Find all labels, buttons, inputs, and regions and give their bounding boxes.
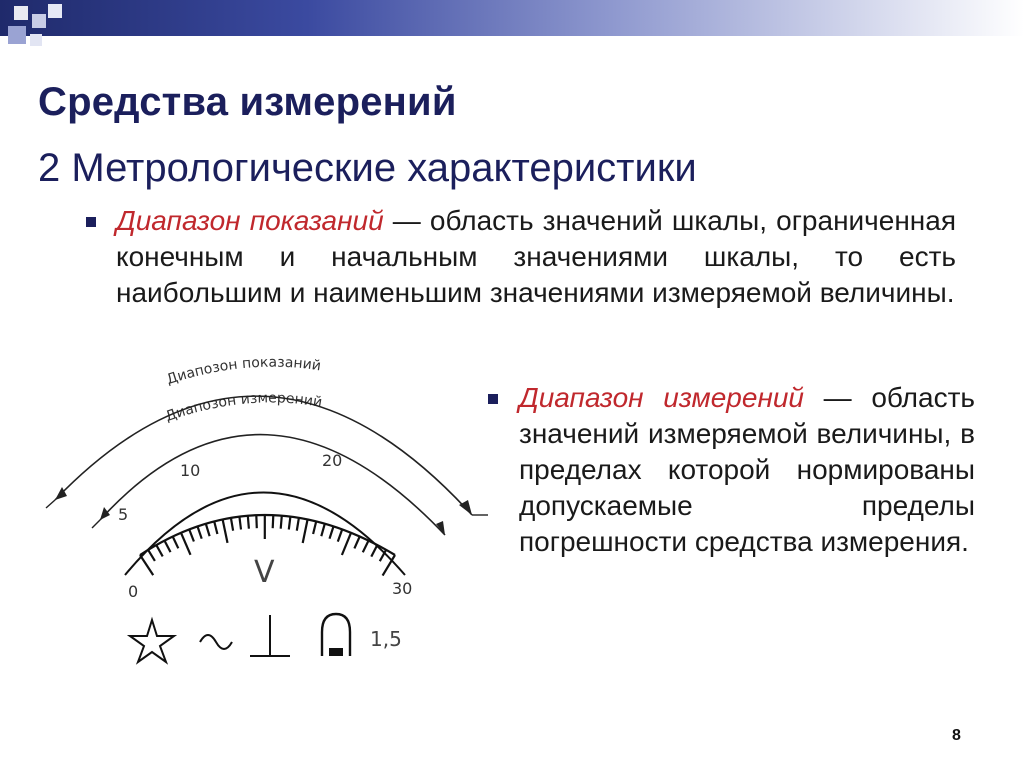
magnet-icon xyxy=(322,614,350,656)
vertical-position-icon xyxy=(250,615,290,656)
dial-tick xyxy=(173,537,179,549)
tick-label-0: 0 xyxy=(128,582,139,601)
voltmeter-dial-diagram xyxy=(40,350,510,670)
dial-tick xyxy=(206,524,210,537)
bullet-paragraph-1 xyxy=(116,203,956,311)
dial-tick xyxy=(342,533,351,555)
dial-tick xyxy=(289,517,291,530)
dial-tick xyxy=(148,550,155,561)
dial-tick xyxy=(198,526,202,538)
star-icon xyxy=(130,620,174,662)
page-number: 8 xyxy=(952,727,961,744)
accuracy-class-label: 1,5 xyxy=(370,627,402,651)
tick-label-20: 20 xyxy=(322,451,343,470)
dial-tick xyxy=(256,515,257,528)
dial-tick xyxy=(140,555,153,575)
definition-measurement-range: — область значений измеряемой величины, в пределах которой нормированы допускаемые пределы погрешности средства измерения. xyxy=(519,382,976,557)
unit-label: V xyxy=(254,555,275,590)
dial-tick xyxy=(165,541,171,553)
reading-range-leader-left xyxy=(46,500,55,508)
dial-tick xyxy=(338,529,342,541)
term-reading-range: Диапазон показаний xyxy=(116,205,384,236)
dial-tick xyxy=(281,516,282,529)
measurement-range-arrow-left xyxy=(100,507,110,520)
tick-label-10: 10 xyxy=(180,461,201,480)
dial-inner-arc xyxy=(140,515,395,555)
dial-tick xyxy=(181,533,191,555)
tick-label-5: 5 xyxy=(118,505,129,524)
label-measurement-range: Диапозон измерений xyxy=(163,390,324,426)
dial-tick xyxy=(303,519,308,543)
dial-tick xyxy=(330,526,334,538)
measurement-range-leader-left xyxy=(92,520,100,528)
header-gradient-bar xyxy=(0,0,1024,36)
slide-title: Средства измерений xyxy=(38,80,457,124)
ac-tilde-icon xyxy=(200,635,232,649)
term-measurement-range: Диапазон измерений xyxy=(519,382,804,413)
dial-tick xyxy=(156,545,162,556)
slide-subtitle: 2 Метрологические характеристики xyxy=(38,146,697,190)
dial-tick xyxy=(231,518,233,531)
dial-tick xyxy=(248,516,249,529)
definition-reading-range: — область значений шкалы, ограниченная конечным и начальным значениями шкалы, то есть наибольшим и наименьшим значениями измеряемой величины. xyxy=(116,205,957,308)
bullet-marker-1 xyxy=(86,217,96,227)
dial-tick xyxy=(223,519,228,543)
bullet-paragraph-2 xyxy=(519,380,975,560)
dial-tick xyxy=(297,518,299,531)
dial-tick xyxy=(321,524,325,537)
dial-tick xyxy=(313,521,316,534)
label-reading-range: Диапозон показаний xyxy=(164,354,323,389)
reading-range-arc xyxy=(55,396,472,515)
dial-tick xyxy=(273,515,274,528)
dial-tick xyxy=(371,545,377,557)
dial-tick xyxy=(239,517,241,530)
dial-tick xyxy=(363,541,369,553)
tick-label-30: 30 xyxy=(392,579,413,598)
dial-tick xyxy=(189,529,194,541)
dial-tick xyxy=(214,521,217,534)
corner-decoration xyxy=(0,0,80,60)
dial-tick xyxy=(354,537,359,549)
